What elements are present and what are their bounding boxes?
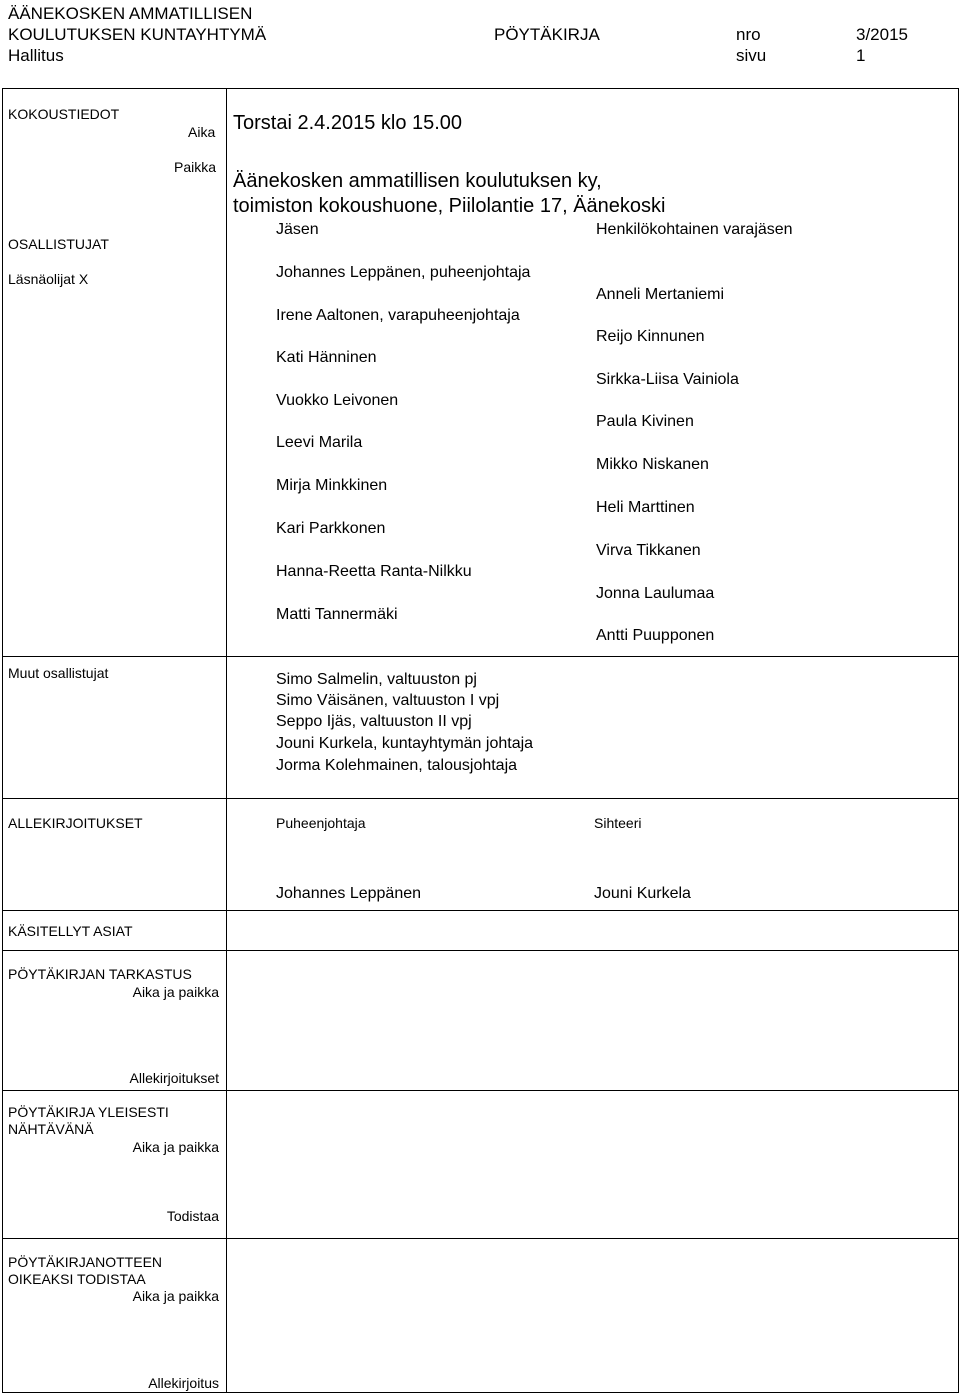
meeting-place-line2: toimiston kokoushuone, Piilolantie 17, Äänekoski bbox=[233, 195, 666, 217]
other-participant: Jorma Kolehmainen, talousjohtaja bbox=[276, 757, 518, 774]
meeting-section-label: KOKOUSTIEDOT bbox=[8, 106, 120, 122]
other-participant: Simo Salmelin, valtuuston pj bbox=[276, 671, 477, 688]
review-signatures-label: Allekirjoitukset bbox=[129, 1070, 219, 1086]
grid-line-signatures bbox=[2, 798, 959, 799]
others-label: Muut osallistujat bbox=[8, 665, 109, 681]
grid-line-right bbox=[958, 88, 959, 1393]
member-name: Kati Hänninen bbox=[276, 349, 377, 366]
excerpt-section-label-line2: OIKEAKSI TODISTAA bbox=[8, 1271, 146, 1287]
member-name: Hanna-Reetta Ranta-Nilkku bbox=[276, 563, 472, 580]
grid-line-bottom bbox=[2, 1392, 959, 1393]
member-name: Kari Parkkonen bbox=[276, 520, 386, 537]
other-participant: Jouni Kurkela, kuntayhtymän johtaja bbox=[276, 735, 534, 752]
deputy-name: Heli Marttinen bbox=[596, 499, 695, 516]
page-label: sivu bbox=[736, 46, 767, 65]
grid-line-excerpt bbox=[2, 1238, 959, 1239]
org-name-line1: ÄÄNEKOSKEN AMMATILLISEN bbox=[8, 4, 253, 23]
chair-label: Puheenjohtaja bbox=[276, 815, 366, 831]
deputy-name: Sirkka-Liisa Vainiola bbox=[596, 371, 739, 388]
excerpt-section-label-line1: PÖYTÄKIRJANOTTEEN bbox=[8, 1254, 163, 1270]
meeting-time: Torstai 2.4.2015 klo 15.00 bbox=[233, 112, 463, 134]
review-section-label: PÖYTÄKIRJAN TARKASTUS bbox=[8, 966, 192, 982]
deputy-name: Virva Tikkanen bbox=[596, 542, 701, 559]
grid-line-others bbox=[2, 656, 959, 657]
time-label: Aika bbox=[188, 124, 216, 140]
grid-line-left bbox=[2, 88, 3, 1393]
grid-line-top bbox=[2, 88, 959, 89]
page-value: 1 bbox=[856, 46, 866, 65]
secretary-name: Jouni Kurkela bbox=[594, 885, 691, 902]
deputy-name: Antti Puupponen bbox=[596, 627, 715, 644]
grid-line-column bbox=[226, 88, 227, 1393]
org-unit: Hallitus bbox=[8, 46, 64, 65]
secretary-label: Sihteeri bbox=[594, 815, 642, 831]
grid-line-handled bbox=[2, 910, 959, 911]
deputy-name: Anneli Mertaniemi bbox=[596, 286, 725, 303]
meeting-place-line1: Äänekosken ammatillisen koulutuksen ky, bbox=[233, 170, 602, 192]
org-name-line2: KOULUTUKSEN KUNTAYHTYMÄ bbox=[8, 25, 267, 44]
deputy-name: Paula Kivinen bbox=[596, 413, 694, 430]
deputy-name: Jonna Laulumaa bbox=[596, 585, 715, 602]
member-name: Vuokko Leivonen bbox=[276, 392, 399, 409]
other-participant: Simo Väisänen, valtuuston I vpj bbox=[276, 692, 500, 709]
member-column-header: Jäsen bbox=[276, 221, 319, 238]
member-name: Mirja Minkkinen bbox=[276, 477, 388, 494]
present-label: Läsnäolijat X bbox=[8, 271, 89, 287]
public-section-label-line2: NÄHTÄVÄNÄ bbox=[8, 1121, 94, 1137]
member-name: Irene Aaltonen, varapuheenjohtaja bbox=[276, 307, 520, 324]
deputy-column-header: Henkilökohtainen varajäsen bbox=[596, 221, 793, 238]
public-time-place-label: Aika ja paikka bbox=[132, 1139, 219, 1155]
grid-line-review bbox=[2, 950, 959, 951]
chair-name: Johannes Leppänen bbox=[276, 885, 422, 902]
excerpt-time-place-label: Aika ja paikka bbox=[132, 1288, 219, 1304]
member-name: Matti Tannermäki bbox=[276, 606, 398, 623]
excerpt-signature-label: Allekirjoitus bbox=[148, 1375, 219, 1391]
certify-label: Todistaa bbox=[166, 1208, 219, 1224]
member-name: Leevi Marila bbox=[276, 434, 363, 451]
other-participant: Seppo Ijäs, valtuuston II vpj bbox=[276, 713, 472, 730]
public-section-label-line1: PÖYTÄKIRJA YLEISESTI bbox=[8, 1104, 169, 1120]
signatures-section-label: ALLEKIRJOITUKSET bbox=[8, 815, 143, 831]
member-name: Johannes Leppänen, puheenjohtaja bbox=[276, 264, 531, 281]
nro-label: nro bbox=[736, 25, 761, 44]
nro-value: 3/2015 bbox=[856, 25, 908, 44]
place-label: Paikka bbox=[174, 159, 217, 175]
participants-section-label: OSALLISTUJAT bbox=[8, 236, 109, 252]
deputy-name: Reijo Kinnunen bbox=[596, 328, 705, 345]
review-time-place-label: Aika ja paikka bbox=[132, 984, 219, 1000]
document-type: PÖYTÄKIRJA bbox=[494, 25, 600, 44]
handled-items-label: KÄSITELLYT ASIAT bbox=[8, 923, 133, 939]
grid-line-public bbox=[2, 1090, 959, 1091]
deputy-name: Mikko Niskanen bbox=[596, 456, 709, 473]
